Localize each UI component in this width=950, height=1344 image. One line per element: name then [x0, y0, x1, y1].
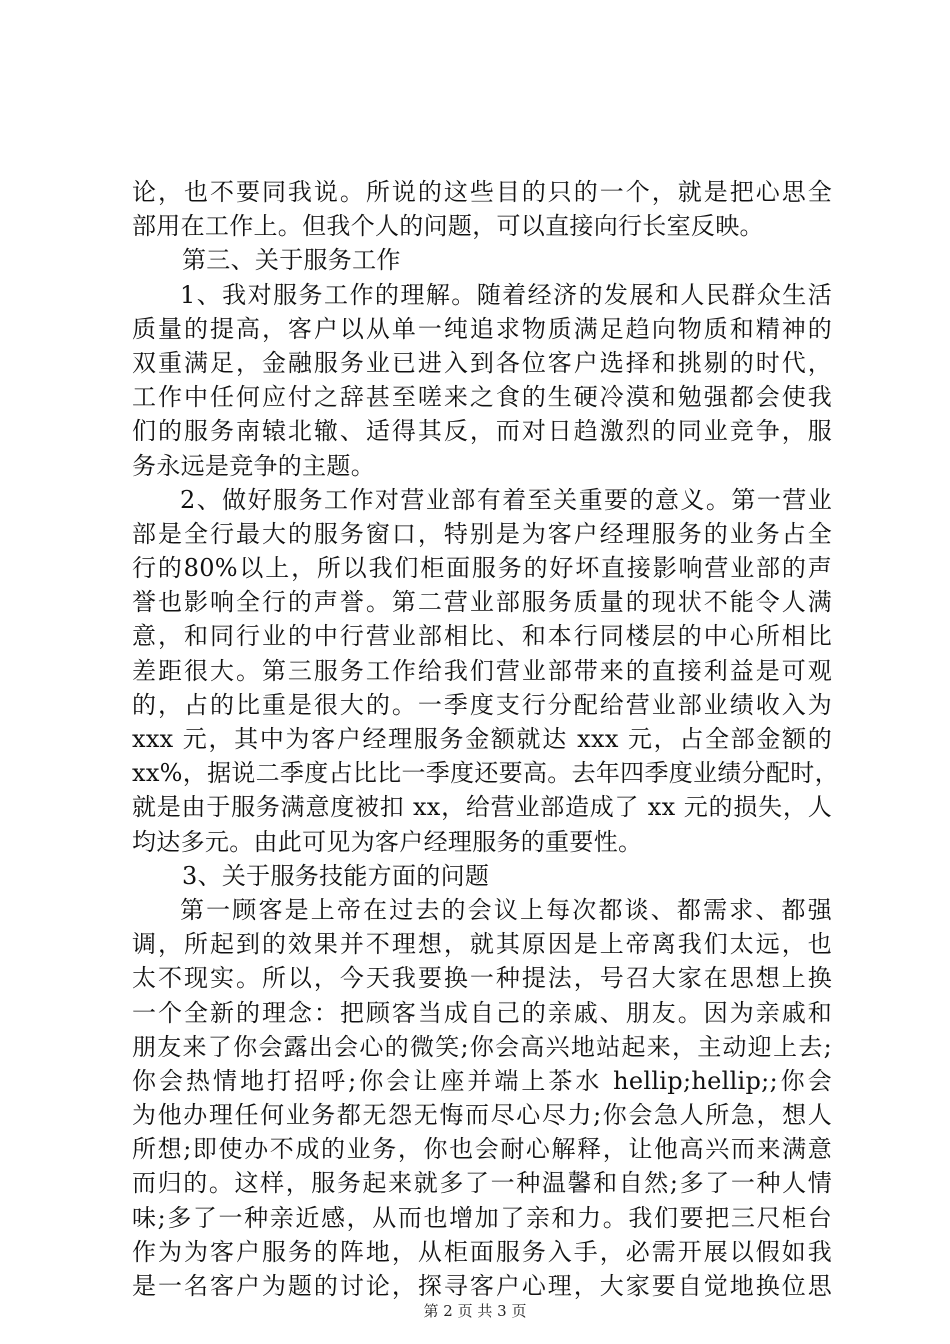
text-line: 部是全行最大的服务窗口，特别是为客户经理服务的业务占全 — [132, 519, 832, 548]
text-line: 调，所起到的效果并不理想，就其原因是上帝离我们太远，也 — [132, 930, 832, 959]
text-line: 双重满足，金融服务业已进入到各位客户选择和挑剔的时代， — [132, 348, 832, 377]
text-line: 一个全新的理念：把顾客当成自己的亲戚、朋友。因为亲戚和 — [132, 998, 832, 1027]
page-footer: 第 2 页 共 3 页 — [423, 1302, 527, 1320]
text-line: 所想;即使办不成的业务，你也会耐心解释，让他高兴而来满意 — [132, 1135, 832, 1164]
text-line: 你会热情地打招呼;你会让座并端上茶水 hellip;hellip;;你会 — [132, 1066, 832, 1095]
text-line: 1、我对服务工作的理解。随着经济的发展和人民群众生活 — [180, 280, 832, 309]
text-line: 部用在工作上。但我个人的问题，可以直接向行长室反映。 — [132, 212, 764, 241]
text-line: 是一名客户为题的讨论，探寻客户心理，大家要自觉地换位思 — [132, 1272, 832, 1300]
text-line: 务永远是竞争的主题。 — [132, 451, 375, 480]
text-line: 作为为客户服务的阵地，从柜面服务入手，必需开展以假如我 — [132, 1237, 832, 1266]
text-line: 的，占的比重是很大的。一季度支行分配给营业部业绩收入为 — [132, 690, 832, 719]
text-line: 均达多元。由此可见为客户经理服务的重要性。 — [132, 827, 643, 856]
text-line: 质量的提高，客户以从单一纯追求物质满足趋向物质和精神的 — [132, 314, 832, 343]
text-line: 太不现实。所以，今天我要换一种提法，号召大家在思想上换 — [132, 964, 832, 993]
text-line: 差距很大。第三服务工作给我们营业部带来的直接利益是可观 — [132, 656, 832, 685]
text-line: 味;多了一种亲近感，从而也增加了亲和力。我们要把三尺柜台 — [132, 1203, 832, 1232]
text-line: xxx 元，其中为客户经理服务金额就达 xxx 元，占全部金额的 — [132, 725, 832, 753]
text-line: 第一顾客是上帝在过去的会议上每次都谈、都需求、都强 — [180, 895, 832, 924]
text-line: 3、关于服务技能方面的问题 — [182, 861, 490, 890]
text-line: 们的服务南辕北辙、适得其反，而对日趋激烈的同业竞争，服 — [132, 417, 832, 446]
text-line: 第三、关于服务工作 — [182, 246, 401, 275]
text-line: 论，也不要同我说。所说的这些目的只的一个，就是把心思全 — [132, 178, 832, 206]
text-line: 就是由于服务满意度被扣 xx，给营业部造成了 xx 元的损失，人 — [132, 793, 832, 822]
text-line: xx%，据说二季度占比比一季度还要高。去年四季度业绩分配时， — [132, 759, 839, 788]
text-line: 工作中任何应付之辞甚至嗟来之食的生硬冷漠和勉强都会使我 — [132, 383, 832, 412]
text-line: 2、做好服务工作对营业部有着至关重要的意义。第一营业 — [180, 485, 832, 514]
text-line: 朋友来了你会露出会心的微笑;你会高兴地站起来，主动迎上去; — [132, 1032, 832, 1061]
text-line: 为他办理任何业务都无怨无悔而尽心尽力;你会急人所急，想人 — [132, 1101, 832, 1130]
document-body — [132, 175, 839, 1303]
text-line: 意，和同行业的中行营业部相比、和本行同楼层的中心所相比 — [132, 622, 832, 651]
text-line: 行的80%以上，所以我们柜面服务的好坏直接影响营业部的声 — [132, 554, 832, 583]
text-line: 誉也影响全行的声誉。第二营业部服务质量的现状不能令人满 — [132, 588, 832, 617]
text-line: 而归的。这样，服务起来就多了一种温馨和自然;多了一种人情 — [132, 1169, 832, 1198]
